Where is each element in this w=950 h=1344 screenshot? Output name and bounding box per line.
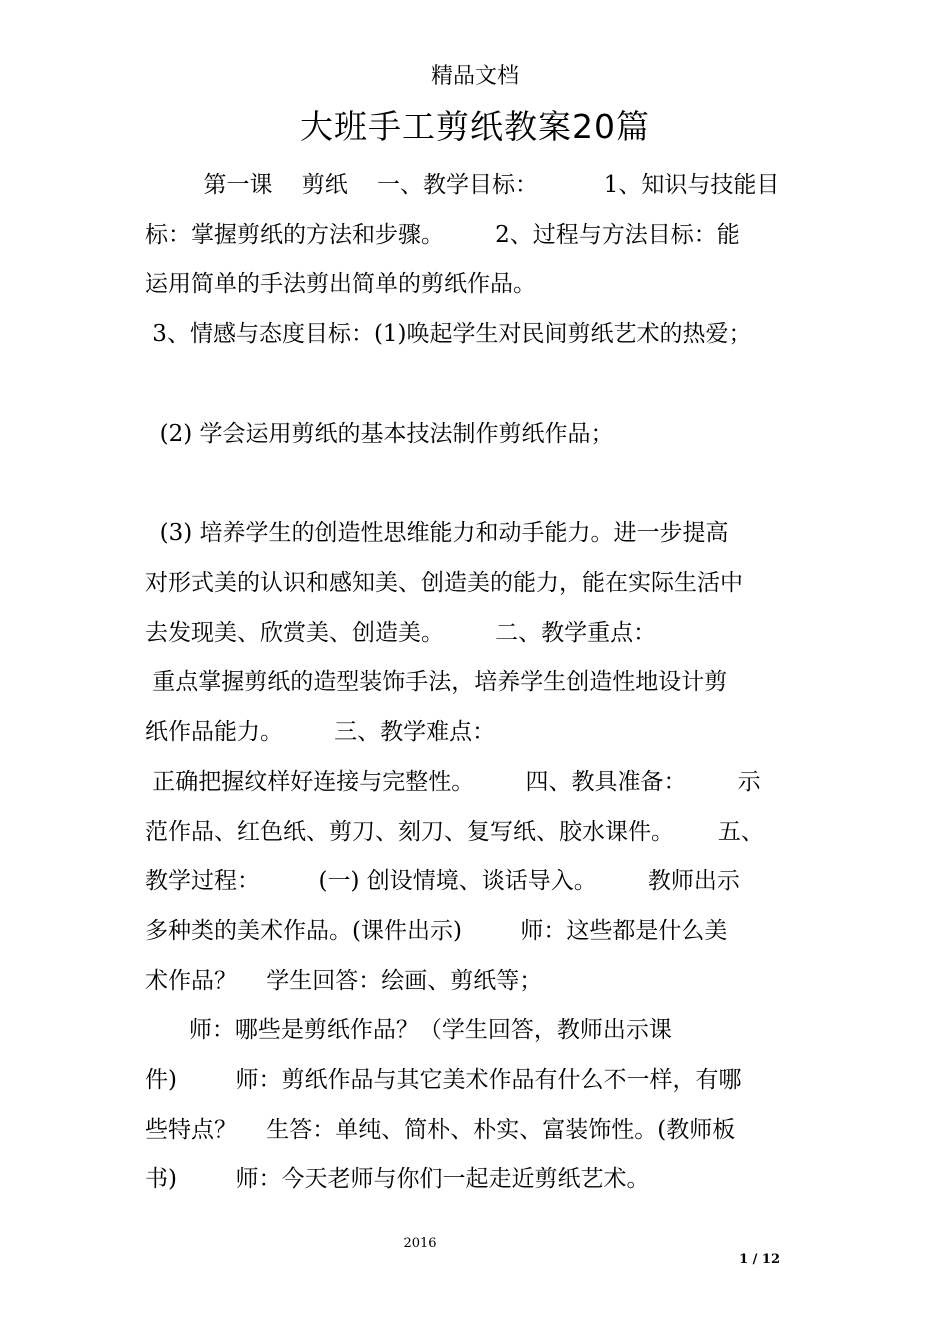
body-line-4: 3、情感与态度目标：(1)唤起学生对民间剪纸艺术的热爱； [145, 321, 752, 347]
page-header: 精品文档 [430, 64, 519, 89]
body-line-11: 正确把握纹样好连接与完整性。 四、教具准备： 示 [145, 769, 761, 795]
body-line-18: 些特点？ 生答：单纯、简朴、朴实、富装饰性。(教师板 [145, 1117, 736, 1143]
page-number: 1 / 12 [739, 1252, 780, 1267]
body-line-14: 多种类的美术作品。(课件出示) 师：这些都是什么美 [145, 918, 728, 944]
body-line-10: 纸作品能力。 三、教学难点： [145, 719, 496, 745]
footer-year: 2016 [403, 1236, 437, 1251]
body-line-16: 师：哪些是剪纸作品？（学生回答，教师出示课 [145, 1017, 672, 1043]
body-line-7: 对形式美的认识和感知美、创造美的能力，能在实际生活中 [145, 570, 743, 596]
body-line-19: 书) 师：今天老师与你们一起走近剪纸艺术。 [145, 1166, 650, 1192]
body-line-15: 术作品？ 学生回答：绘画、剪纸等； [145, 968, 543, 994]
body-line-8: 去发现美、欣赏美、创造美。 二、教学重点： [145, 620, 657, 646]
body-line-2: 标：掌握剪纸的方法和步骤。 2、过程与方法目标：能 [145, 222, 740, 248]
body-line-6: (3) 培养学生的创造性思维能力和动手能力。进一步提高 [145, 520, 729, 546]
body-line-3: 运用简单的手法剪出简单的剪纸作品。 [145, 271, 536, 297]
body-line-1: 第一课 剪纸 一、教学目标： 1、知识与技能目 [145, 172, 780, 198]
body-line-13: 教学过程： (一) 创设情境、谈话导入。 教师出示 [145, 868, 740, 894]
body-line-17: 件) 师：剪纸作品与其它美术作品有什么不一样，有哪 [145, 1067, 742, 1093]
document-title: 大班手工剪纸教案20篇 [300, 107, 650, 146]
body-line-12: 范作品、红色纸、剪刀、刻刀、复写纸、胶水课件。 五、 [145, 819, 764, 845]
body-line-5: (2) 学会运用剪纸的基本技法制作剪纸作品； [145, 421, 614, 447]
body-line-9: 重点掌握剪纸的造型装饰手法，培养学生创造性地设计剪 [145, 669, 728, 695]
